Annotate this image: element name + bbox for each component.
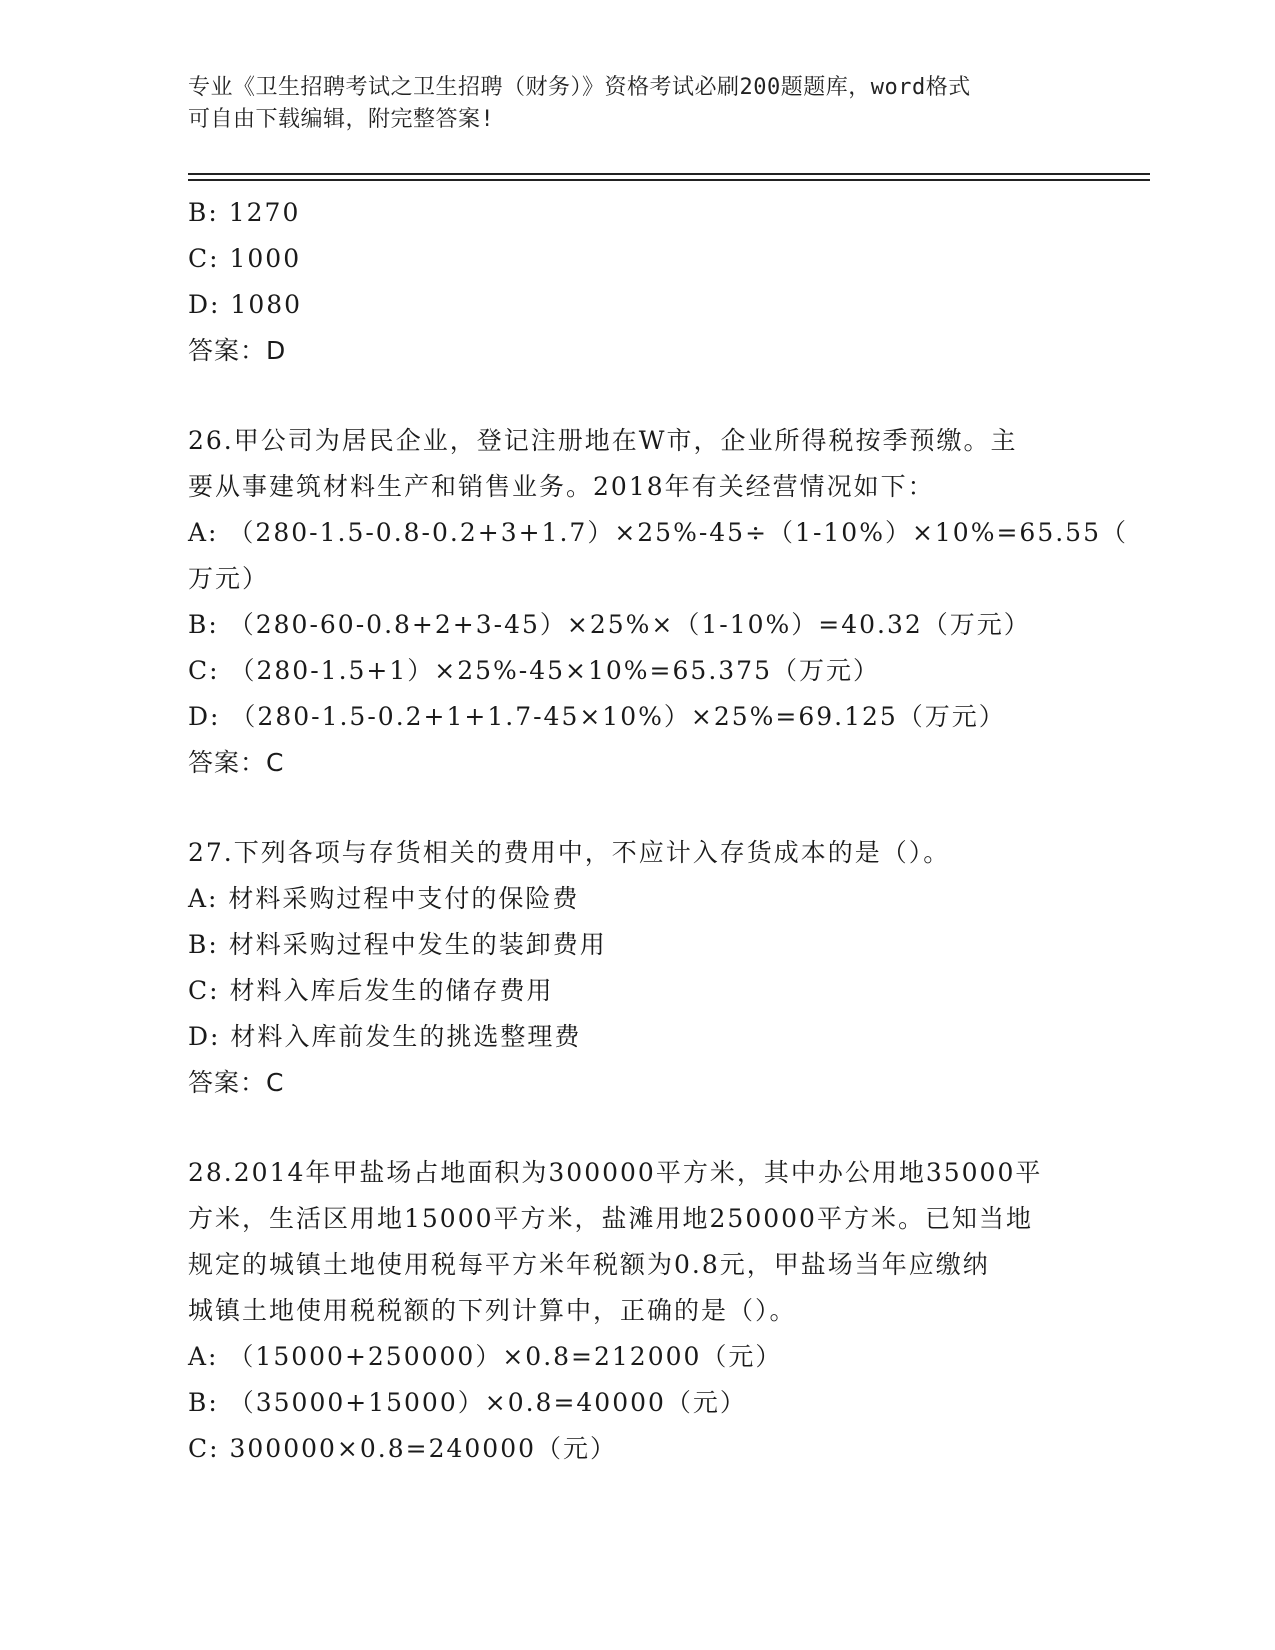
option-b: B: （35000+15000）×0.8=40000（元） xyxy=(188,1388,747,1417)
header-rule-bottom xyxy=(188,179,1150,181)
answer-label: 答案：D xyxy=(188,336,287,365)
header-rule-top xyxy=(188,173,1150,175)
question-stem: 规定的城镇土地使用税每平方米年税额为0.8元，甲盐场当年应缴纳 xyxy=(188,1250,990,1279)
option-c: C: 1000 xyxy=(188,244,302,273)
option-d: D: 1080 xyxy=(188,290,303,319)
question-28 xyxy=(188,1150,1088,1472)
question-27 xyxy=(188,830,1088,1106)
question-25 xyxy=(188,190,1088,374)
spacer xyxy=(188,1106,1088,1150)
option-a-continued: 万元） xyxy=(188,564,270,593)
option-b: B: 1270 xyxy=(188,198,301,227)
question-stem: 27.下列各项与存货相关的费用中，不应计入存货成本的是（）。 xyxy=(188,838,951,867)
question-stem: 城镇土地使用税税额的下列计算中，正确的是（）。 xyxy=(188,1296,797,1325)
header-line-2: 可自由下载编辑，附完整答案! xyxy=(188,107,495,132)
option-d: D: （280-1.5-0.2+1+1.7-45×10%）×25%=69.125（万元） xyxy=(188,702,1006,731)
page-header xyxy=(188,72,1088,136)
question-stem: 要从事建筑材料生产和销售业务。2018年有关经营情况如下： xyxy=(188,472,935,501)
spacer xyxy=(188,786,1088,830)
spacer xyxy=(188,374,1088,418)
option-a: A: （15000+250000）×0.8=212000（元） xyxy=(188,1342,783,1371)
question-stem: 方米，生活区用地15000平方米，盐滩用地250000平方米。已知当地 xyxy=(188,1204,1033,1233)
question-content xyxy=(188,190,1128,1472)
question-26 xyxy=(188,418,1128,786)
option-d: D: 材料入库前发生的挑选整理费 xyxy=(188,1022,582,1051)
option-b: B: 材料采购过程中发生的装卸费用 xyxy=(188,930,607,959)
option-c: C: （280-1.5+1）×25%-45×10%=65.375（万元） xyxy=(188,656,880,685)
question-stem: 28.2014年甲盐场占地面积为300000平方米，其中办公用地35000平 xyxy=(188,1158,1043,1187)
option-a: A: （280-1.5-0.8-0.2+3+1.7）×25%-45÷（1-10%）×10%=65.55（ xyxy=(188,518,1128,547)
answer-label: 答案：C xyxy=(188,1068,285,1097)
option-a: A: 材料采购过程中支付的保险费 xyxy=(188,884,580,913)
header-line-1: 专业《卫生招聘考试之卫生招聘（财务）》资格考试必刷200题题库，word格式 xyxy=(188,75,971,100)
option-c: C: 材料入库后发生的储存费用 xyxy=(188,976,554,1005)
option-b: B: （280-60-0.8+2+3-45）×25%×（1-10%）=40.32（万元） xyxy=(188,610,1031,639)
option-c: C: 300000×0.8=240000（元） xyxy=(188,1434,618,1463)
question-stem: 26.甲公司为居民企业，登记注册地在W市，企业所得税按季预缴。主 xyxy=(188,426,1018,455)
answer-label: 答案：C xyxy=(188,748,285,777)
